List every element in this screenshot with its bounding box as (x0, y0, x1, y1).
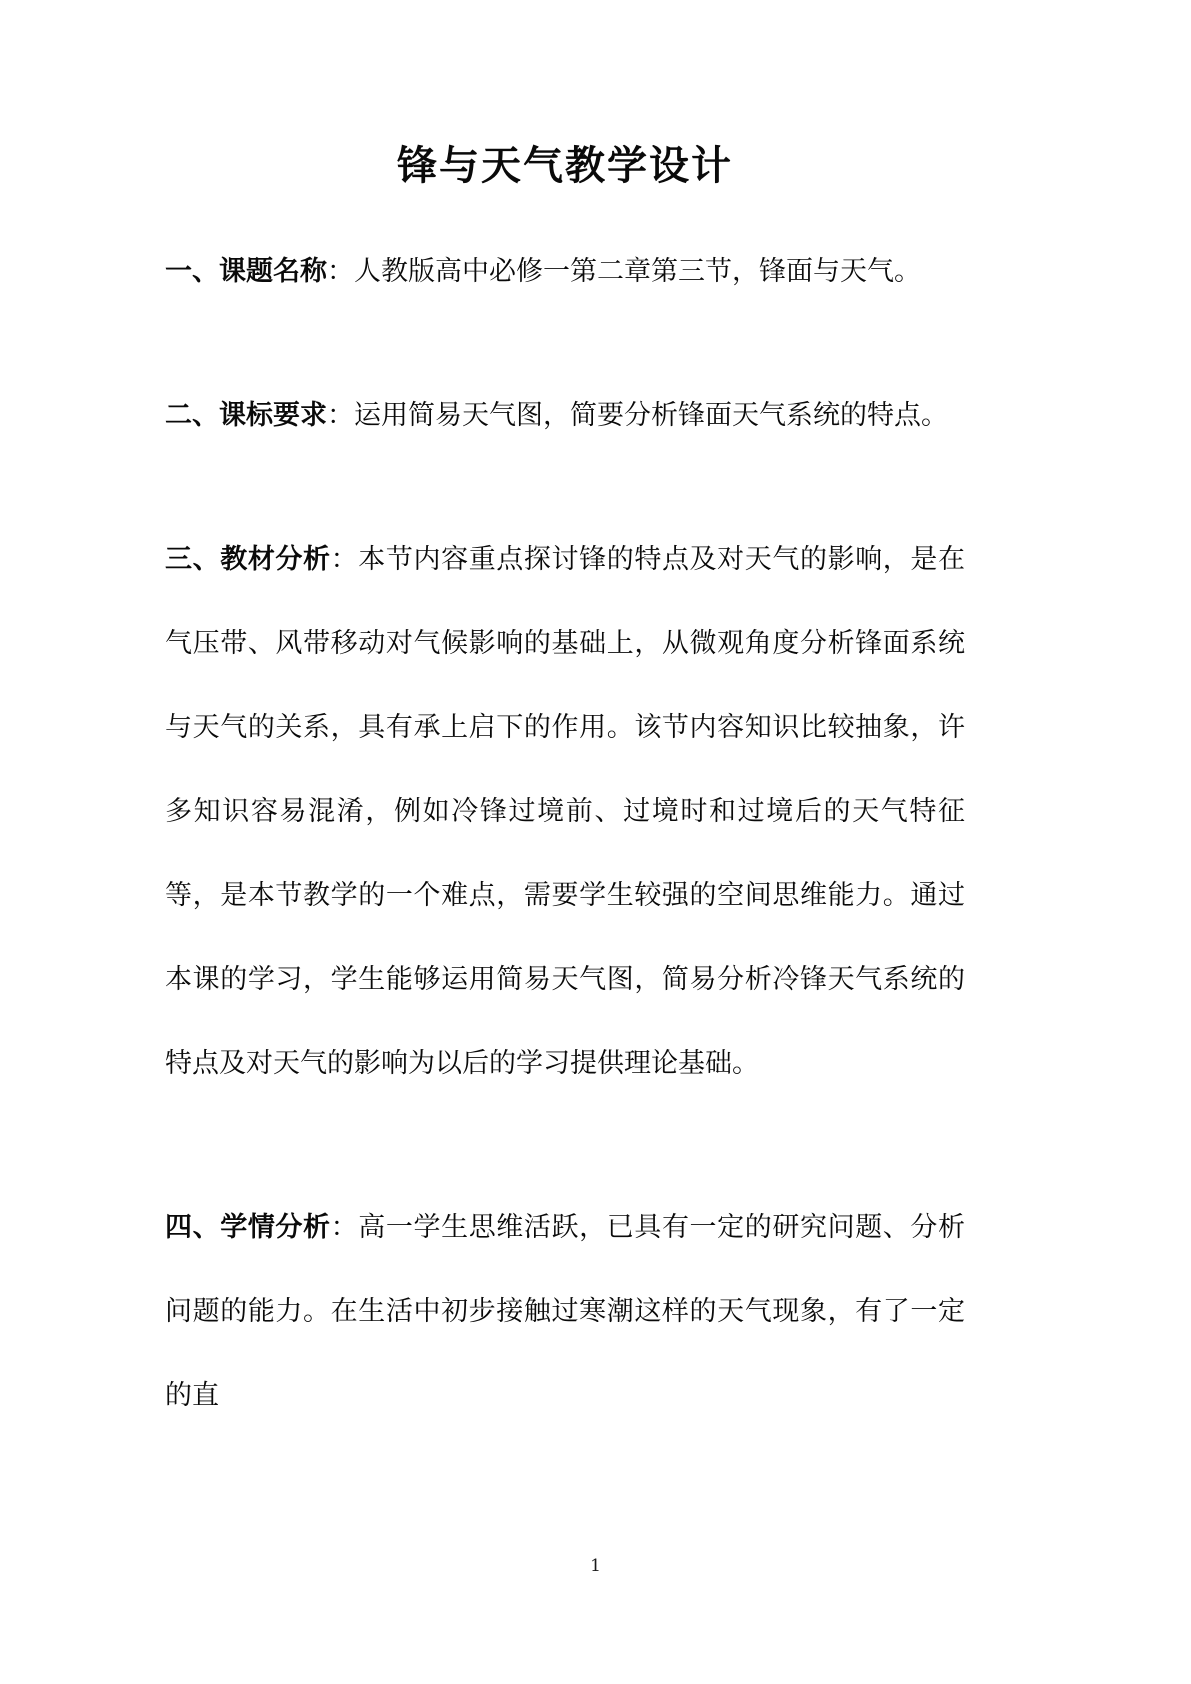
section-paragraph (165, 518, 965, 1106)
section-heading: 课标要求 (219, 400, 327, 431)
section-教材分析 (165, 518, 965, 1106)
section-colon: ： (330, 544, 359, 575)
section-paragraph (165, 230, 965, 314)
section-课标要求 (165, 374, 965, 458)
section-学情分析 (165, 1186, 965, 1438)
section-index: 二、 (165, 400, 219, 431)
section-index: 四、 (165, 1212, 221, 1243)
section-paragraph (165, 1186, 965, 1438)
section-body: 高一学生思维活跃，已具有一定的研究问题、分析问题的能力。在生活中初步接触过寒潮这样的天气现象，有了一定的直 (165, 1212, 966, 1411)
section-课题名称 (165, 230, 965, 314)
page-number: 1 (590, 1556, 601, 1576)
section-colon: ： (327, 400, 354, 431)
page-title: 锋与天气教学设计 (397, 142, 733, 189)
section-index: 一、 (165, 256, 219, 287)
section-paragraph (165, 374, 965, 458)
section-body: 本节内容重点探讨锋的特点及对天气的影响，是在气压带、风带移动对气候影响的基础上，从微观角度分析锋面系统与天气的关系，具有承上启下的作用。该节内容知识比较抽象，许多知识容易混淆，例如冷锋过境前、过境时和过境后的天气特征等，是本节教学的一个难点，需要学生较强的空间思维能力。通过本课的学习，学生能够运用简易天气图，简易分析冷锋天气系统的特点及对天气的影响为以后的学习提供理论基础。 (165, 544, 966, 1079)
section-heading: 课题名称 (219, 256, 327, 287)
section-colon: ： (330, 1212, 359, 1243)
section-colon: ： (327, 256, 354, 287)
section-body: 运用简易天气图，简要分析锋面天气系统的特点。 (354, 400, 948, 431)
section-heading: 学情分析 (220, 1212, 331, 1243)
section-heading: 教材分析 (220, 544, 331, 575)
section-body: 人教版高中必修一第二章第三节，锋面与天气。 (354, 256, 921, 287)
section-index: 三、 (165, 544, 221, 575)
